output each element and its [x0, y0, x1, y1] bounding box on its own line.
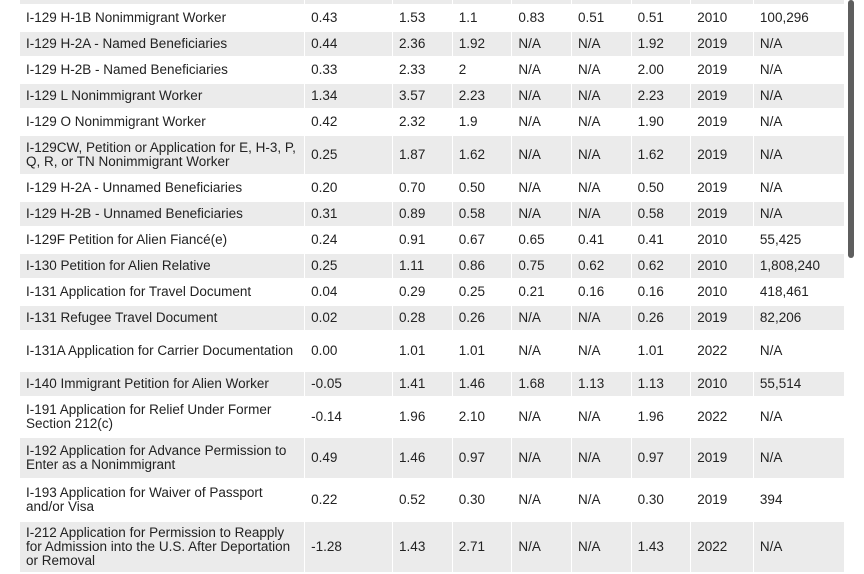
cell-col-6: 0.51 — [631, 6, 691, 32]
cell-col-1: 0.02 — [304, 306, 392, 332]
cell-col-6: 1.96 — [631, 398, 691, 438]
cell-col-2: 1.43 — [392, 522, 452, 574]
cell-col-5: N/A — [571, 202, 631, 228]
cell-form-name: I-129 O Nonimmigrant Worker — [20, 110, 304, 136]
cell-count: 394 — [753, 480, 844, 522]
cell-year: 2019 — [690, 438, 753, 480]
cell-form-name: I-212 Application for Permission to Reapply for Admission into the U.S. After Deportation or Removal — [20, 522, 304, 574]
cell-col-6: 0.58 — [631, 202, 691, 228]
cell-col-4: N/A — [511, 398, 571, 438]
cell-count: 82,206 — [753, 306, 844, 332]
cell-col-6: 1.62 — [631, 136, 691, 176]
cell-col-5: N/A — [571, 522, 631, 574]
cell-year: 2019 — [690, 306, 753, 332]
cell-col-2: 2.33 — [392, 58, 452, 84]
cell-count: 418,461 — [753, 280, 844, 306]
fee-table-container — [20, 0, 844, 574]
cell-col-1: 0.42 — [304, 110, 392, 136]
cell-col-4: N/A — [511, 202, 571, 228]
cell-col-4: N/A — [511, 84, 571, 110]
cell-col-3: 2.23 — [452, 84, 512, 110]
cell-col-1: 0.49 — [304, 438, 392, 480]
cell-col-1: 0.20 — [304, 176, 392, 202]
cell-col-6: 2.00 — [631, 58, 691, 84]
cell-col-1: 1.34 — [304, 84, 392, 110]
table-row — [20, 522, 844, 574]
cell-col-3: 0.67 — [452, 228, 512, 254]
table-row — [20, 332, 844, 372]
cell-year: 2019 — [690, 136, 753, 176]
cell-col-1: 0.22 — [304, 480, 392, 522]
cell-year: 2022 — [690, 522, 753, 574]
cell-col-2: 1.01 — [392, 332, 452, 372]
cell-col-1: 0.33 — [304, 58, 392, 84]
cell-col-5: 0.41 — [571, 228, 631, 254]
cell-count: N/A — [753, 438, 844, 480]
cell-form-name: I-130 Petition for Alien Relative — [20, 254, 304, 280]
cell-year: 2019 — [690, 84, 753, 110]
cell-year: 2010 — [690, 254, 753, 280]
cell-col-6: 0.41 — [631, 228, 691, 254]
cell-count: N/A — [753, 110, 844, 136]
cell-col-2: 1.53 — [392, 6, 452, 32]
cell-year: 2019 — [690, 58, 753, 84]
cell-col-4: 0.65 — [511, 228, 571, 254]
cell-col-4: N/A — [511, 58, 571, 84]
cell-year: 2019 — [690, 176, 753, 202]
table-row — [20, 84, 844, 110]
cell-col-2: 3.57 — [392, 84, 452, 110]
cell-form-name: I-191 Application for Relief Under Former Section 212(c) — [20, 398, 304, 438]
cell-col-5: N/A — [571, 480, 631, 522]
cell-col-6: 1.92 — [631, 32, 691, 58]
cell-col-4: N/A — [511, 438, 571, 480]
cell-count: N/A — [753, 522, 844, 574]
cell-count: N/A — [753, 398, 844, 438]
cell-col-3: 0.26 — [452, 306, 512, 332]
cell-col-4: N/A — [511, 332, 571, 372]
cell-col-2: 1.41 — [392, 372, 452, 398]
cell-col-6: 0.30 — [631, 480, 691, 522]
cell-col-4: N/A — [511, 110, 571, 136]
cell-col-1: 0.31 — [304, 202, 392, 228]
cell-col-3: 2.10 — [452, 398, 512, 438]
cell-col-1: 0.24 — [304, 228, 392, 254]
cell-form-name: I-129 H-1B Nonimmigrant Worker — [20, 6, 304, 32]
cell-col-1: 0.25 — [304, 136, 392, 176]
cell-col-3: 1.9 — [452, 110, 512, 136]
cell-year: 2010 — [690, 280, 753, 306]
table-row — [20, 280, 844, 306]
cell-count: N/A — [753, 58, 844, 84]
cell-year: 2019 — [690, 480, 753, 522]
cell-col-3: 1.92 — [452, 32, 512, 58]
cell-form-name: I-129 H-2B - Unnamed Beneficiaries — [20, 202, 304, 228]
cell-form-name: I-140 Immigrant Petition for Alien Worker — [20, 372, 304, 398]
cell-form-name: I-131 Refugee Travel Document — [20, 306, 304, 332]
cell-col-3: 0.30 — [452, 480, 512, 522]
cell-col-1: 0.43 — [304, 6, 392, 32]
cell-col-3: 1.1 — [452, 6, 512, 32]
cell-form-name: I-131A Application for Carrier Documentation — [20, 332, 304, 372]
table-row — [20, 202, 844, 228]
cell-col-5: N/A — [571, 332, 631, 372]
cell-col-5: N/A — [571, 306, 631, 332]
cell-col-2: 0.70 — [392, 176, 452, 202]
cell-count: 1,808,240 — [753, 254, 844, 280]
cell-col-3: 1.46 — [452, 372, 512, 398]
vertical-scrollbar[interactable] — [848, 0, 854, 258]
cell-col-1: 0.44 — [304, 32, 392, 58]
table-body — [20, 0, 844, 574]
cell-col-2: 1.11 — [392, 254, 452, 280]
cell-col-1: 0.00 — [304, 332, 392, 372]
table-row — [20, 32, 844, 58]
table-row — [20, 438, 844, 480]
cell-col-1: 0.04 — [304, 280, 392, 306]
fee-table — [20, 0, 844, 574]
cell-col-6: 1.13 — [631, 372, 691, 398]
cell-col-5: N/A — [571, 438, 631, 480]
cell-col-5: 0.62 — [571, 254, 631, 280]
cell-col-3: 2 — [452, 58, 512, 84]
cell-col-5: N/A — [571, 32, 631, 58]
cell-count: 100,296 — [753, 6, 844, 32]
cell-col-5: N/A — [571, 58, 631, 84]
cell-count: 55,514 — [753, 372, 844, 398]
cell-count: N/A — [753, 32, 844, 58]
cell-col-2: 1.96 — [392, 398, 452, 438]
cell-col-5: 1.13 — [571, 372, 631, 398]
cell-col-2: 0.91 — [392, 228, 452, 254]
cell-col-6: 1.90 — [631, 110, 691, 136]
cell-form-name: I-129CW, Petition or Application for E, H-3, P, Q, R, or TN Nonimmigrant Worker — [20, 136, 304, 176]
cell-col-5: 0.16 — [571, 280, 631, 306]
cell-col-1: -0.14 — [304, 398, 392, 438]
cell-count: N/A — [753, 136, 844, 176]
cell-form-name: I-193 Application for Waiver of Passport and/or Visa — [20, 480, 304, 522]
cell-col-5: N/A — [571, 110, 631, 136]
table-row — [20, 398, 844, 438]
table-row — [20, 306, 844, 332]
table-row — [20, 372, 844, 398]
cell-col-4: N/A — [511, 480, 571, 522]
cell-form-name: I-129 H-2A - Unnamed Beneficiaries — [20, 176, 304, 202]
cell-count: N/A — [753, 176, 844, 202]
cell-form-name: I-192 Application for Advance Permission to Enter as a Nonimmigrant — [20, 438, 304, 480]
cell-col-3: 0.86 — [452, 254, 512, 280]
cell-col-6: 0.50 — [631, 176, 691, 202]
cell-col-1: 0.25 — [304, 254, 392, 280]
cell-form-name: I-129 L Nonimmigrant Worker — [20, 84, 304, 110]
table-row — [20, 176, 844, 202]
cell-col-3: 0.58 — [452, 202, 512, 228]
cell-count: N/A — [753, 202, 844, 228]
cell-col-4: 1.68 — [511, 372, 571, 398]
table-row — [20, 254, 844, 280]
cell-form-name: I-131 Application for Travel Document — [20, 280, 304, 306]
cell-col-2: 0.52 — [392, 480, 452, 522]
cell-col-2: 2.32 — [392, 110, 452, 136]
cell-col-2: 2.36 — [392, 32, 452, 58]
cell-col-3: 1.01 — [452, 332, 512, 372]
cell-col-2: 1.87 — [392, 136, 452, 176]
cell-col-2: 0.29 — [392, 280, 452, 306]
cell-col-4: N/A — [511, 136, 571, 176]
cell-count: N/A — [753, 84, 844, 110]
cell-col-5: 0.51 — [571, 6, 631, 32]
cell-col-6: 1.43 — [631, 522, 691, 574]
cell-col-5: N/A — [571, 398, 631, 438]
cell-col-3: 0.97 — [452, 438, 512, 480]
cell-year: 2010 — [690, 372, 753, 398]
cell-col-6: 1.01 — [631, 332, 691, 372]
cell-col-6: 0.97 — [631, 438, 691, 480]
table-row — [20, 110, 844, 136]
cell-count: 55,425 — [753, 228, 844, 254]
cell-col-6: 0.26 — [631, 306, 691, 332]
table-row — [20, 136, 844, 176]
cell-year: 2022 — [690, 398, 753, 438]
table-row — [20, 228, 844, 254]
cell-col-4: N/A — [511, 32, 571, 58]
table-row — [20, 58, 844, 84]
cell-form-name: I-129 H-2B - Named Beneficiaries — [20, 58, 304, 84]
cell-form-name: I-129F Petition for Alien Fiancé(e) — [20, 228, 304, 254]
cell-year: 2022 — [690, 332, 753, 372]
cell-year: 2010 — [690, 6, 753, 32]
table-row — [20, 480, 844, 522]
cell-count: N/A — [753, 332, 844, 372]
cell-col-5: N/A — [571, 136, 631, 176]
cell-col-3: 2.71 — [452, 522, 512, 574]
cell-col-4: N/A — [511, 306, 571, 332]
cell-col-2: 0.28 — [392, 306, 452, 332]
cell-col-6: 2.23 — [631, 84, 691, 110]
cell-col-4: 0.83 — [511, 6, 571, 32]
cell-year: 2019 — [690, 32, 753, 58]
cell-col-3: 0.25 — [452, 280, 512, 306]
cell-col-4: 0.21 — [511, 280, 571, 306]
cell-col-5: N/A — [571, 176, 631, 202]
cell-col-3: 1.62 — [452, 136, 512, 176]
cell-form-name: I-129 H-2A - Named Beneficiaries — [20, 32, 304, 58]
cell-year: 2019 — [690, 202, 753, 228]
table-row — [20, 6, 844, 32]
cell-col-2: 1.46 — [392, 438, 452, 480]
cell-col-6: 0.16 — [631, 280, 691, 306]
cell-col-6: 0.62 — [631, 254, 691, 280]
cell-col-2: 0.89 — [392, 202, 452, 228]
cell-col-1: -0.05 — [304, 372, 392, 398]
cell-col-4: 0.75 — [511, 254, 571, 280]
cell-col-4: N/A — [511, 176, 571, 202]
cell-col-3: 0.50 — [452, 176, 512, 202]
cell-col-1: -1.28 — [304, 522, 392, 574]
cell-year: 2010 — [690, 228, 753, 254]
cell-col-5: N/A — [571, 84, 631, 110]
cell-year: 2019 — [690, 110, 753, 136]
cell-col-4: N/A — [511, 522, 571, 574]
